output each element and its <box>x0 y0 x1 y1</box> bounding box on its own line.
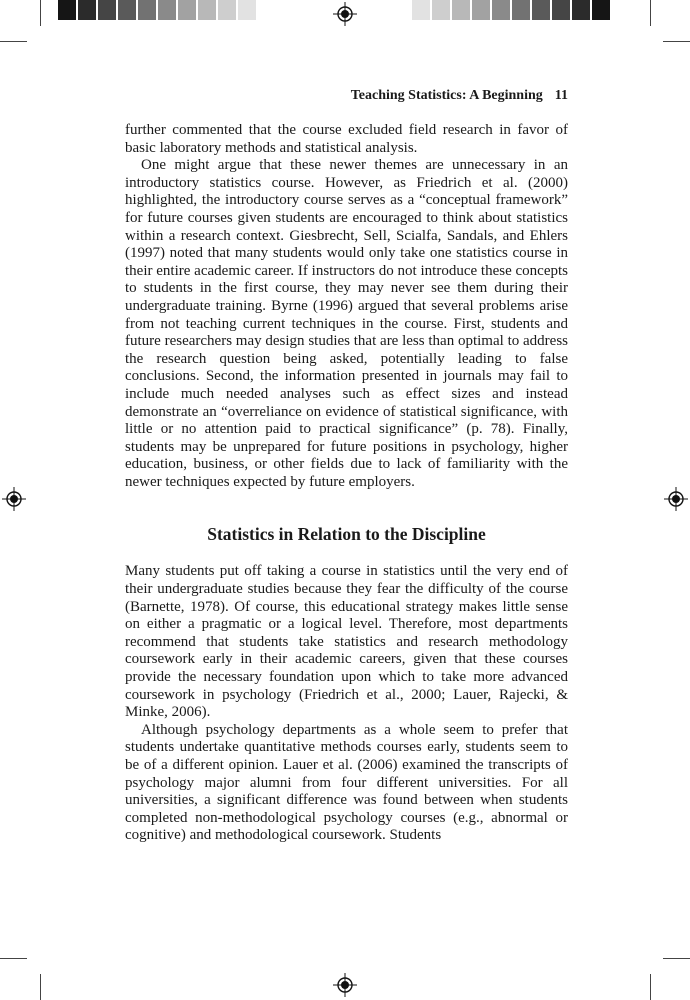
color-swatch <box>592 0 610 20</box>
color-swatch <box>58 0 76 20</box>
color-swatch <box>512 0 530 20</box>
color-swatch <box>198 0 216 20</box>
color-swatch <box>98 0 116 20</box>
running-head-title: Teaching Statistics: A Beginning <box>350 88 543 103</box>
running-head <box>125 88 568 104</box>
color-swatch <box>472 0 490 20</box>
crop-mark <box>40 0 41 26</box>
crop-mark <box>40 974 41 1000</box>
registration-mark-bottom-icon <box>333 973 357 997</box>
color-swatch <box>532 0 550 20</box>
registration-mark-right-icon <box>664 487 688 511</box>
color-bar-right <box>412 0 612 20</box>
crop-mark <box>650 0 651 26</box>
color-swatch <box>158 0 176 20</box>
color-swatch <box>552 0 570 20</box>
paragraph: Many students put off taking a course in statistics until the very end of their undergraduate studies because they fear the difficulty of the course (Barnette, 1978). Of course, this educational strategy makes little sense on either a pragmatic or a logical level. Therefore, most departments recommend that students take statistics and research methodology coursework early in their academic careers, given that these courses provide the necessary foundation upon which to take more advanced coursework in psychology (Friedrich et al., 2000; Lauer, Rajecki, & Minke, 2006). <box>125 563 568 721</box>
color-swatch <box>138 0 156 20</box>
color-swatch <box>238 0 256 20</box>
crop-mark <box>650 974 651 1000</box>
page-number: 11 <box>554 88 568 103</box>
color-swatch <box>492 0 510 20</box>
color-swatch <box>78 0 96 20</box>
section-heading: Statistics in Relation to the Discipline <box>207 524 486 545</box>
crop-mark <box>0 41 27 42</box>
crop-mark <box>663 958 690 959</box>
paragraph: further commented that the course excluded field research in favor of basic laboratory methods and statistical analysis. <box>125 122 568 156</box>
crop-mark <box>0 958 27 959</box>
color-swatch <box>432 0 450 20</box>
paragraph: One might argue that these newer themes are unnecessary in an introductory statistics course. However, as Friedrich et al. (2000) highlighted, the introductory course serves as a “conceptual framework” for future courses given students are encouraged to think about statistics within a research context. Giesbrecht, Sell, Scialfa, Sandals, and Ehlers (1997) noted that many students would only take one statistics course in their entire academic career. If instructors do not introduce these concepts to students in the first course, they may never see them during their undergraduate training. Byrne (1996) argued that several problems arise from not teaching current techniques in the course. First, students and future researchers may design studies that are less than optimal to address the research question being asked, potentially leading to false conclusions. Second, the information presented in journals may fail to include much needed analyses such as effect sizes and instead demonstrate an “overreliance on evidence of statistical significance, with little or no attention paid to practical significance” (p. 78). Finally, students may be unprepared for future positions in psychology, higher education, business, or other fields due to lack of familiarity with the newer techniques expected by future employers. <box>125 157 568 490</box>
color-swatch <box>118 0 136 20</box>
color-bar-left <box>58 0 258 20</box>
registration-mark-top-icon <box>333 2 357 26</box>
color-swatch <box>572 0 590 20</box>
color-swatch <box>178 0 196 20</box>
color-swatch <box>452 0 470 20</box>
crop-mark <box>663 41 690 42</box>
registration-mark-left-icon <box>2 487 26 511</box>
page-body <box>125 122 568 845</box>
color-swatch <box>218 0 236 20</box>
color-swatch <box>412 0 430 20</box>
paragraph: Although psychology departments as a whole seem to prefer that students undertake quantitative methods courses early, students seem to be of a different opinion. Lauer et al. (2006) examined the transcripts of psychology major alumni from four different universities. For all universities, a significant difference was found between when students completed non-methodological psychology courses (e.g., abnormal or cognitive) and methodological coursework. Students <box>125 721 568 844</box>
